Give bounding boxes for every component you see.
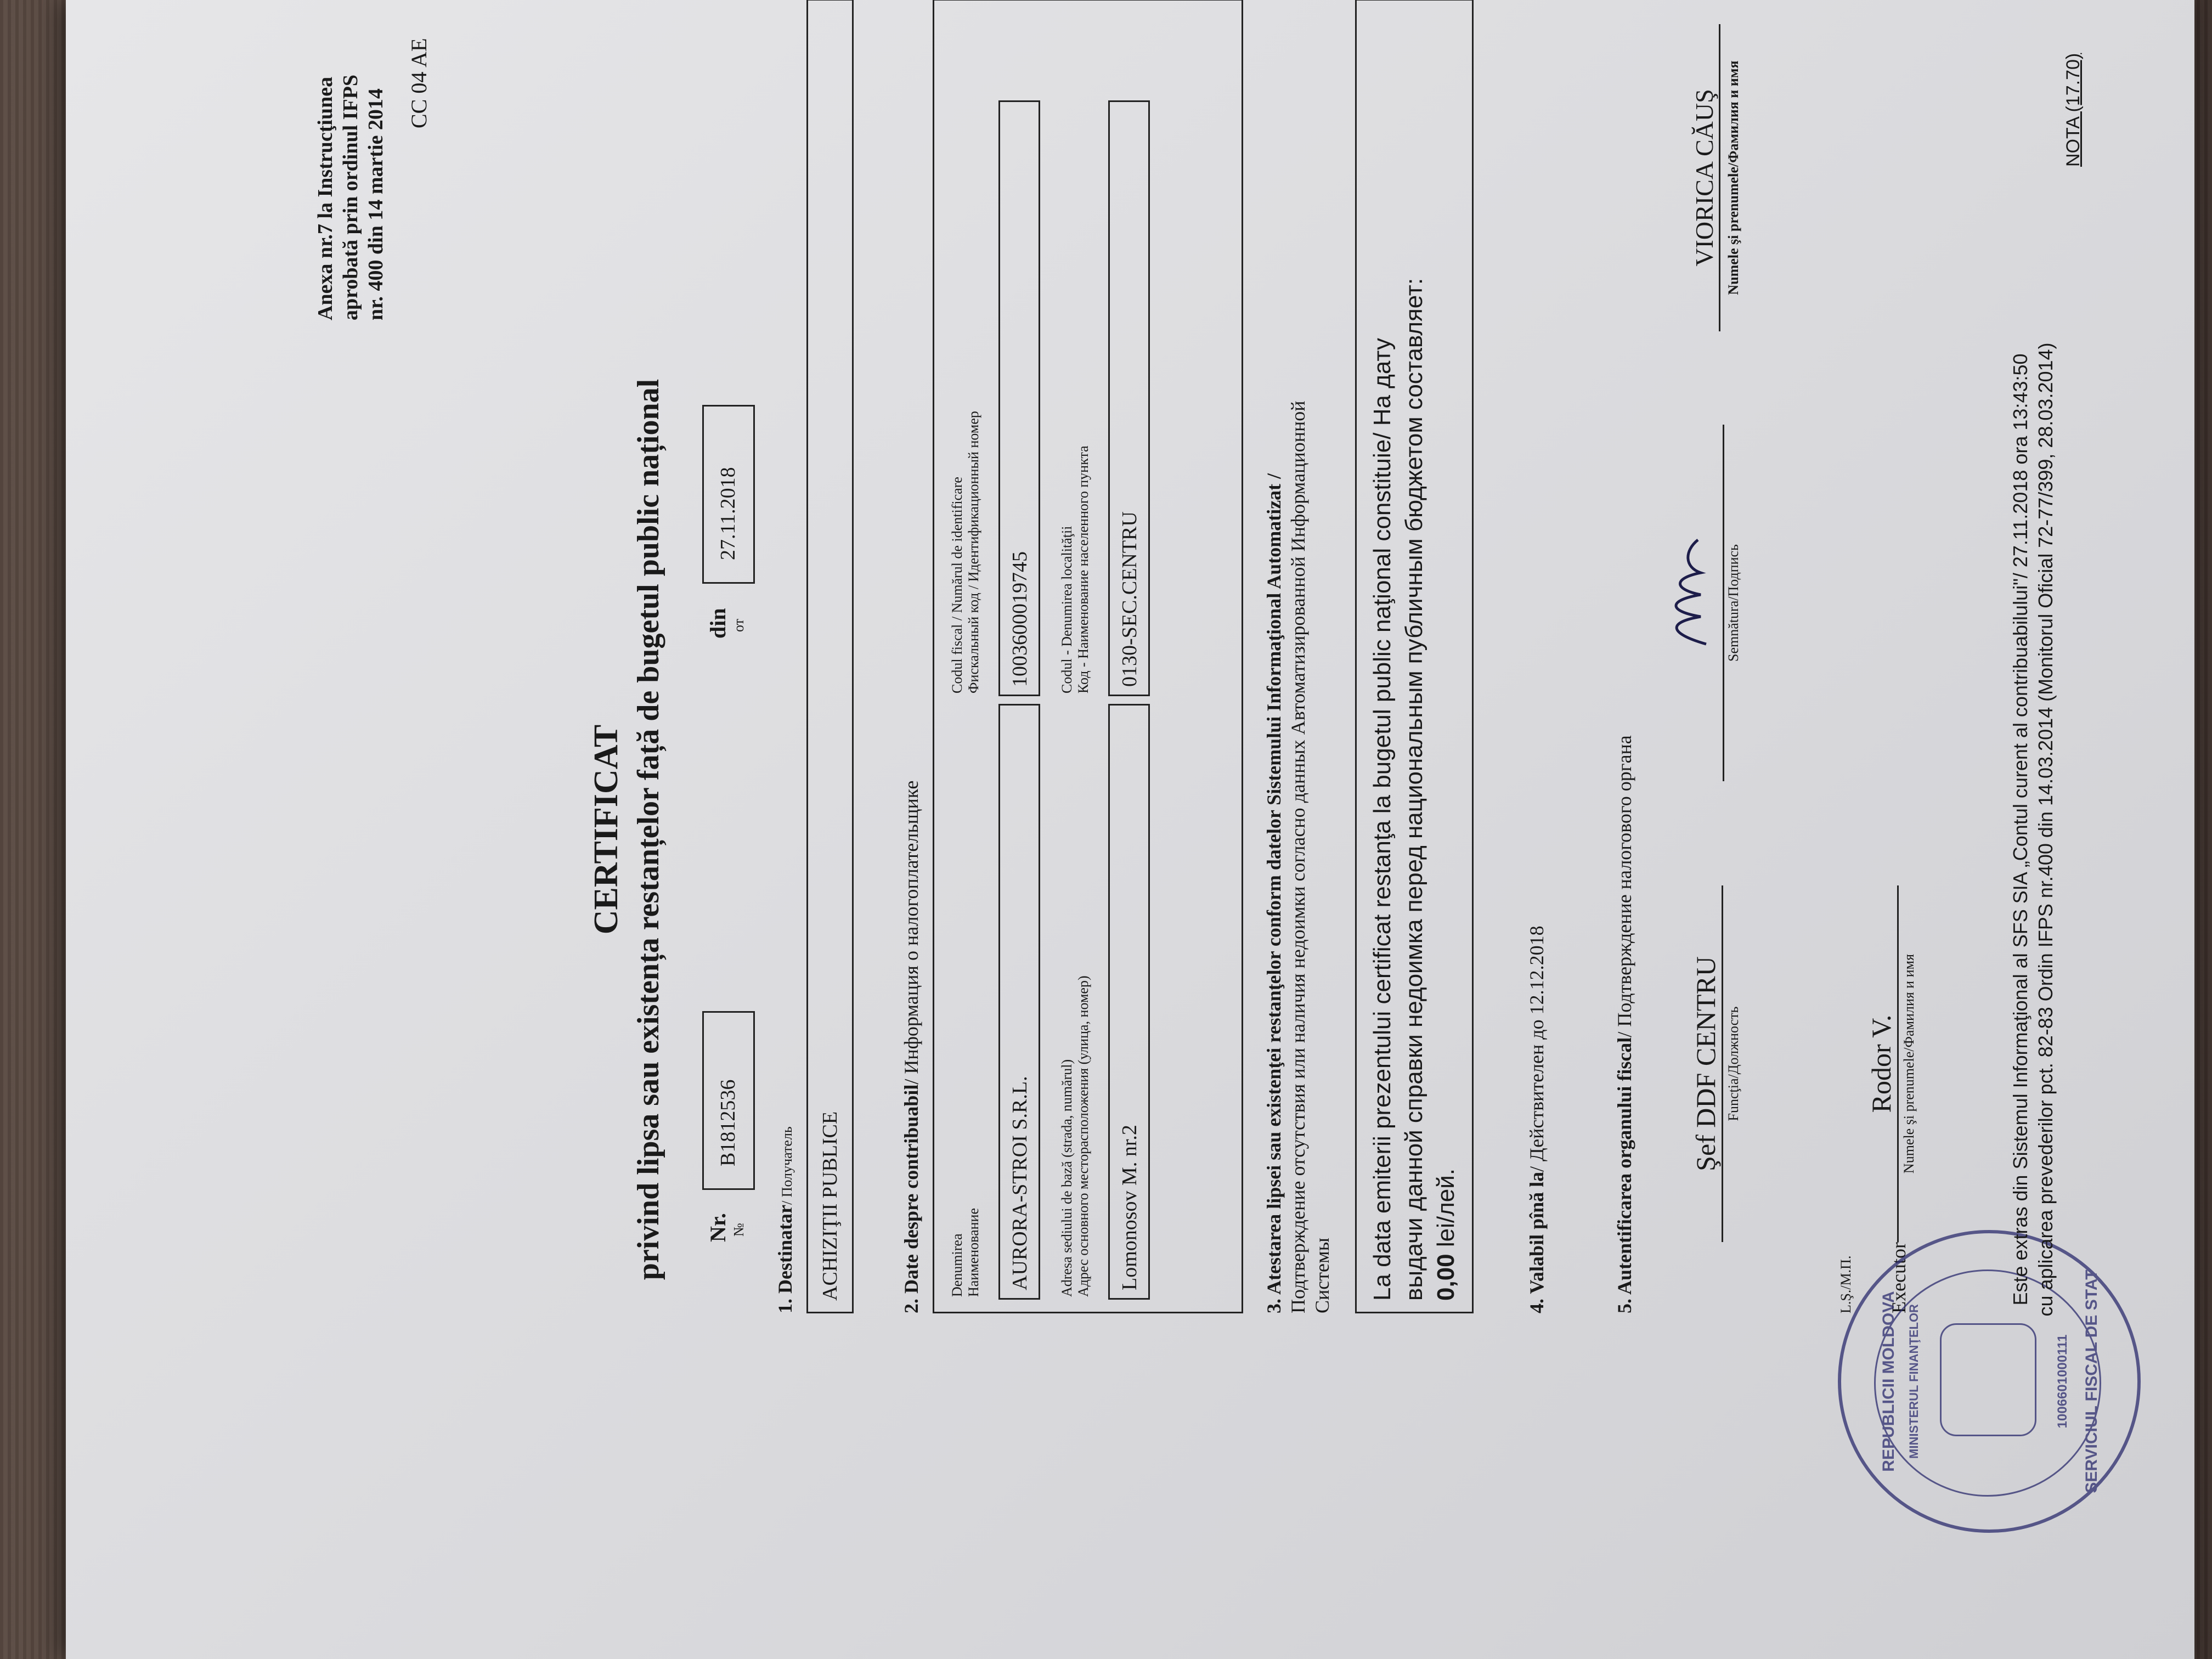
locality-value: 0130-SEC.CENTRU bbox=[1118, 511, 1141, 687]
date-value: 27.11.2018 bbox=[716, 467, 740, 560]
address-label bbox=[1059, 975, 1092, 1297]
address-value: Lomonosov M. nr.2 bbox=[1118, 1125, 1141, 1290]
address-box bbox=[1108, 704, 1150, 1300]
fiscal-label bbox=[949, 411, 982, 693]
statement-line-3 bbox=[1430, 278, 1462, 1301]
position-line: Şef DDF CENTRU bbox=[1690, 885, 1723, 1242]
annex-line-1: Anexa nr.7 la Instrucţiunea bbox=[314, 76, 337, 320]
executor-caption: Numele şi prenumele/Фамилия и имя bbox=[1901, 953, 1917, 1174]
stamp-code: 1006601000111 bbox=[2055, 1334, 2070, 1429]
nr-box bbox=[702, 1011, 755, 1190]
debt-currency: lei/лей. bbox=[1432, 1168, 1459, 1254]
name-line: VIORICA CĂUŞ bbox=[1690, 24, 1720, 331]
fiscal-box bbox=[998, 100, 1040, 696]
address-label-ro: Adresa sediului de bază (strada, numărul) bbox=[1059, 1059, 1075, 1297]
ls-label: L.Ş./М.П. bbox=[1838, 1255, 1854, 1313]
footer bbox=[2008, 0, 2058, 1659]
executor-line: Rodor V. bbox=[1865, 885, 1899, 1242]
section2-heading bbox=[900, 781, 923, 1313]
locality-label-ru: Код - Наименование населенного пункта bbox=[1075, 445, 1091, 693]
document-sheet bbox=[66, 0, 2194, 1659]
date-box bbox=[702, 405, 755, 584]
din-label-ru: от bbox=[731, 618, 747, 632]
certificate-document bbox=[110, 0, 2151, 1659]
section2-title: 2. Date despre contribuabil bbox=[900, 1084, 922, 1313]
signature-icon bbox=[1646, 425, 1723, 781]
statement-box bbox=[1355, 0, 1474, 1313]
stamp-text-left: MINISTERUL FINANŢELOR bbox=[1907, 1304, 1921, 1459]
name-label bbox=[949, 1208, 982, 1297]
document-title: CERTIFICAT bbox=[588, 724, 625, 935]
section3-heading bbox=[1262, 400, 1334, 1313]
section5-heading bbox=[1613, 735, 1636, 1313]
document-subtitle: privind lipsa sau existența restanțelor față de bugetul public național bbox=[631, 379, 665, 1280]
signature-line bbox=[1690, 425, 1724, 781]
debt-amount: 0,00 bbox=[1432, 1254, 1459, 1301]
address-label-ru: Адрес основного месторасположения (улица, номер) bbox=[1075, 975, 1091, 1297]
nr-label: Nr. bbox=[706, 1213, 730, 1242]
din-label: din bbox=[706, 608, 730, 639]
official-stamp bbox=[1838, 1230, 2141, 1533]
locality-label-ro: Codul - Denumirea localităţii bbox=[1059, 526, 1075, 693]
name-caption: Numele şi prenumele/Фамилия и имя bbox=[1725, 60, 1741, 295]
footer-line-2: cu aplicarea prevederilor pct. 82-83 Ordin IFPS nr.400 din 14.03.2014 (Monitorul Oficial 72-77/399, 28.03.2014) bbox=[2034, 342, 2057, 1317]
statement-line-2: выдачи данной справки недоимка перед национальным публичным бюджетом составляет: bbox=[1401, 278, 1427, 1301]
section2-title-ru: / Информация о налогоплательщике bbox=[900, 780, 922, 1085]
nr-label-ru: № bbox=[731, 1223, 747, 1237]
annex-line-2: aprobată prin ordinul IFPS bbox=[339, 74, 362, 320]
statement-line-1: La data emiterii prezentului certificat restanţa la bugetul public naţional constituie/ На дату bbox=[1369, 338, 1396, 1301]
fiscal-value: 1003600019745 bbox=[1008, 551, 1031, 687]
fiscal-label-ru: Фискальный код / Идентификационный номер bbox=[966, 411, 981, 693]
section1-heading bbox=[774, 1126, 797, 1313]
section4-heading bbox=[1525, 926, 1548, 1313]
section3-title: 3. Atestarea lipsei sau existenţei restanţelor conform datelor Sistemului Informaţional Automatizat / bbox=[1263, 473, 1285, 1313]
section3-title-ru-2: Системы bbox=[1311, 1238, 1333, 1313]
name-box bbox=[998, 704, 1040, 1300]
annex-line-3: nr. 400 din 14 martie 2014 bbox=[364, 88, 387, 320]
section3-title-ru-1: Подтверждение отсутствия или наличия недоимки согласно данных Автоматизированной Информационной bbox=[1287, 400, 1309, 1313]
recipient-box bbox=[806, 0, 854, 1313]
recipient-value: ACHIZIŢII PUBLICE bbox=[819, 1111, 842, 1301]
section1-title: 1. Destinatar bbox=[774, 1205, 796, 1313]
signature-caption: Semnătura/Подпись bbox=[1725, 544, 1741, 662]
footer-line-1: Este extras din Sistemul Informaţional al SFS SIA „Contul curent al contribuabilului"/ 27.11.2018 ora 13:43:50 bbox=[2009, 353, 2032, 1306]
statement-text bbox=[1367, 278, 1462, 1301]
name-label-ru: Наименование bbox=[966, 1208, 981, 1297]
fiscal-label-ro: Codul fiscal / Numărul de identificare bbox=[949, 477, 965, 693]
executor-label: Executor bbox=[1888, 1242, 1910, 1313]
section5-title-ru: / Подтверждение налогового органа bbox=[1613, 735, 1635, 1037]
position-caption: Funcţia/Должность bbox=[1725, 1006, 1741, 1121]
annex-note bbox=[313, 75, 388, 320]
nota-label: NOTA (17.70) bbox=[2063, 53, 2084, 167]
section4-title-ru: / Действителен до 12.12.2018 bbox=[1526, 926, 1548, 1172]
section1-title-ru: / Получатель bbox=[779, 1126, 795, 1205]
locality-box bbox=[1108, 100, 1150, 696]
section5-title: 5. Autentificarea organului fiscal bbox=[1613, 1037, 1635, 1313]
name-label-ro: Denumirea bbox=[949, 1233, 965, 1297]
name-value: AURORA-STROI S.R.L. bbox=[1008, 1076, 1031, 1290]
locality-label bbox=[1059, 445, 1092, 693]
form-code: CC 04 AE bbox=[407, 38, 431, 128]
stamp-text-top: REPUBLICII MOLDOVA bbox=[1880, 1291, 1898, 1472]
nr-value: B1812536 bbox=[716, 1079, 740, 1166]
stamp-text-bottom: SERVICIUL FISCAL DE STAT bbox=[2083, 1269, 2101, 1493]
section4-title: 4. Valabil pînă la bbox=[1526, 1171, 1548, 1313]
